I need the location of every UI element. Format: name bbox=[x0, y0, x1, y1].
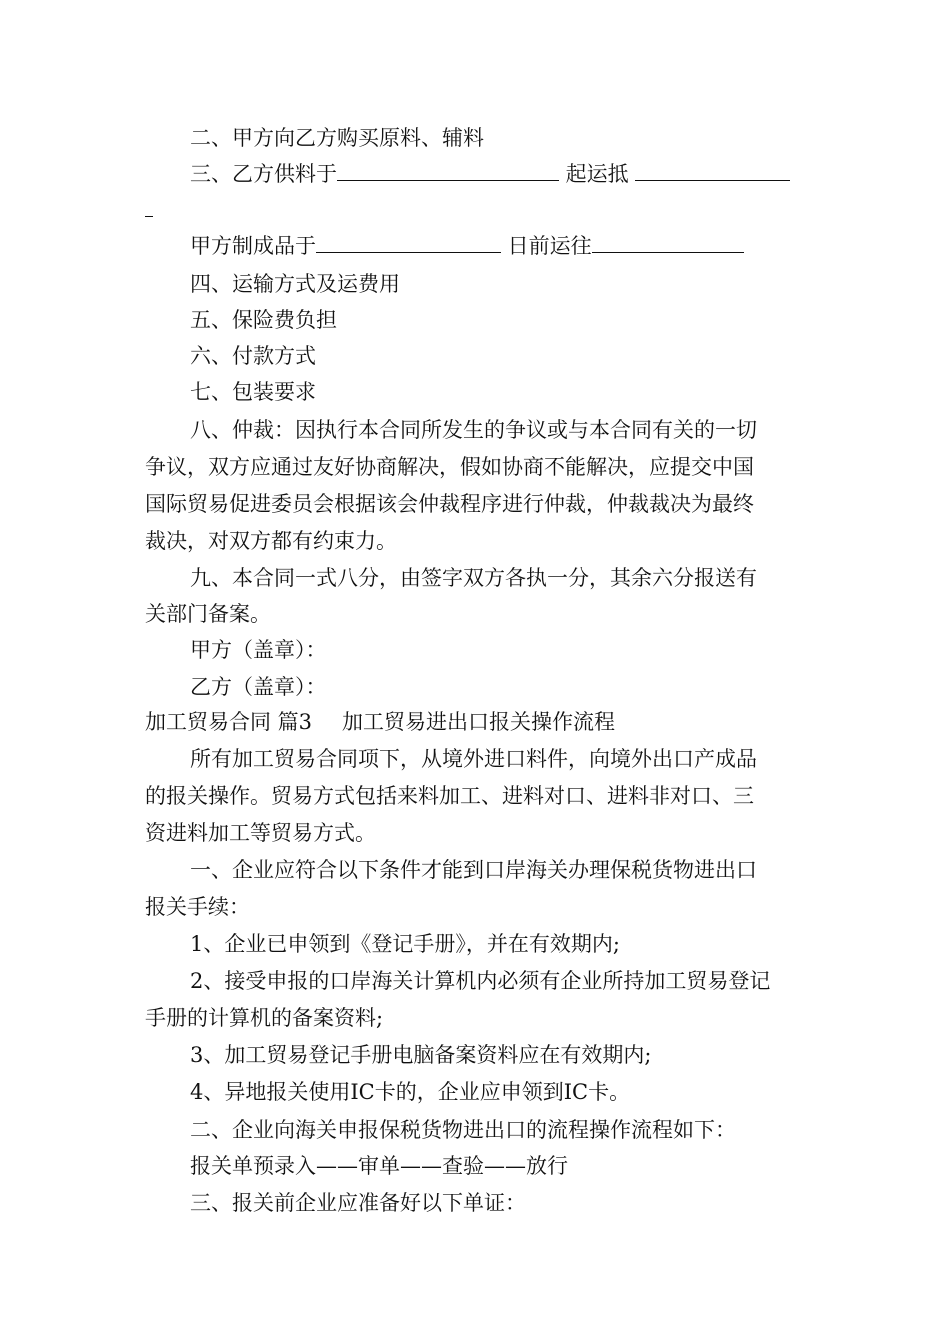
intro-line-3: 资进料加工等贸易方式。 bbox=[145, 821, 376, 845]
condition-4: 4、异地报关使用IC卡的，企业应申领到IC卡。 bbox=[190, 1080, 631, 1104]
clause-8-line-1: 八、仲裁：因执行本合同所发生的争议或与本合同有关的一切 bbox=[190, 418, 757, 442]
intro-line-2: 的报关操作。贸易方式包括来料加工、进料对口、进料非对口、三 bbox=[145, 784, 754, 808]
section-heading bbox=[145, 708, 810, 736]
condition-1: 1、企业已申领到《登记手册》，并在有效期内; bbox=[190, 932, 620, 956]
clause-4: 四、运输方式及运费用 bbox=[190, 272, 400, 296]
finished-goods-blank bbox=[316, 232, 501, 253]
section-title: 加工贸易合同 篇3 bbox=[145, 710, 313, 734]
destination-blank-continued bbox=[145, 196, 153, 217]
ship-destination-blank bbox=[592, 232, 744, 253]
condition-2-line-2: 手册的计算机的备案资料; bbox=[145, 1006, 384, 1030]
item-3: 三、报关前企业应准备好以下单证： bbox=[190, 1191, 526, 1215]
intro-line-1: 所有加工贸易合同项下，从境外进口料件，向境外出口产成品 bbox=[190, 747, 757, 771]
finished-goods-line bbox=[190, 232, 810, 260]
ship-to-label: 起运抵 bbox=[559, 162, 636, 186]
clause-6: 六、付款方式 bbox=[190, 344, 316, 368]
party-b-seal: 乙方（盖章）： bbox=[190, 675, 327, 699]
destination-blank bbox=[635, 160, 790, 181]
clause-9-line-2: 关部门备案。 bbox=[145, 602, 271, 626]
clause-8-line-2: 争议，双方应通过友好协商解决，假如协商不能解决，应提交中国 bbox=[145, 455, 754, 479]
item-2: 二、企业向海关申报保税货物进出口的流程操作流程如下： bbox=[190, 1118, 736, 1142]
condition-2-line-1: 2、接受申报的口岸海关计算机内必须有企业所持加工贸易登记 bbox=[190, 969, 771, 993]
clause-3 bbox=[190, 160, 810, 188]
clause-9-line-1: 九、本合同一式八分，由签字双方各执一分，其余六分报送有 bbox=[190, 566, 757, 590]
condition-3: 3、加工贸易登记手册电脑备案资料应在有效期内; bbox=[190, 1043, 652, 1067]
party-a-seal: 甲方（盖章）： bbox=[190, 638, 327, 662]
clause-7: 七、包装要求 bbox=[190, 380, 316, 404]
clause-5: 五、保险费负担 bbox=[190, 308, 337, 332]
clause-2: 二、甲方向乙方购买原料、辅料 bbox=[190, 126, 484, 150]
clause-3-wrap bbox=[145, 196, 810, 224]
process-flow: 报关单预录入——审单——查验——放行 bbox=[190, 1154, 568, 1178]
supply-date-blank bbox=[337, 160, 559, 181]
item-1-line-1: 一、企业应符合以下条件才能到口岸海关办理保税货物进出口 bbox=[190, 858, 757, 882]
ship-before-label: 日前运往 bbox=[501, 234, 592, 258]
clause-8-line-4: 裁决，对双方都有约束力。 bbox=[145, 529, 397, 553]
clause-8-line-3: 国际贸易促进委员会根据该会仲裁程序进行仲裁，仲裁裁决为最终 bbox=[145, 492, 754, 516]
clause-3-label: 三、乙方供料于 bbox=[190, 162, 337, 186]
section-subtitle: 加工贸易进出口报关操作流程 bbox=[342, 710, 616, 734]
item-1-line-2: 报关手续： bbox=[145, 895, 250, 919]
finished-goods-label: 甲方制成品于 bbox=[190, 234, 316, 258]
